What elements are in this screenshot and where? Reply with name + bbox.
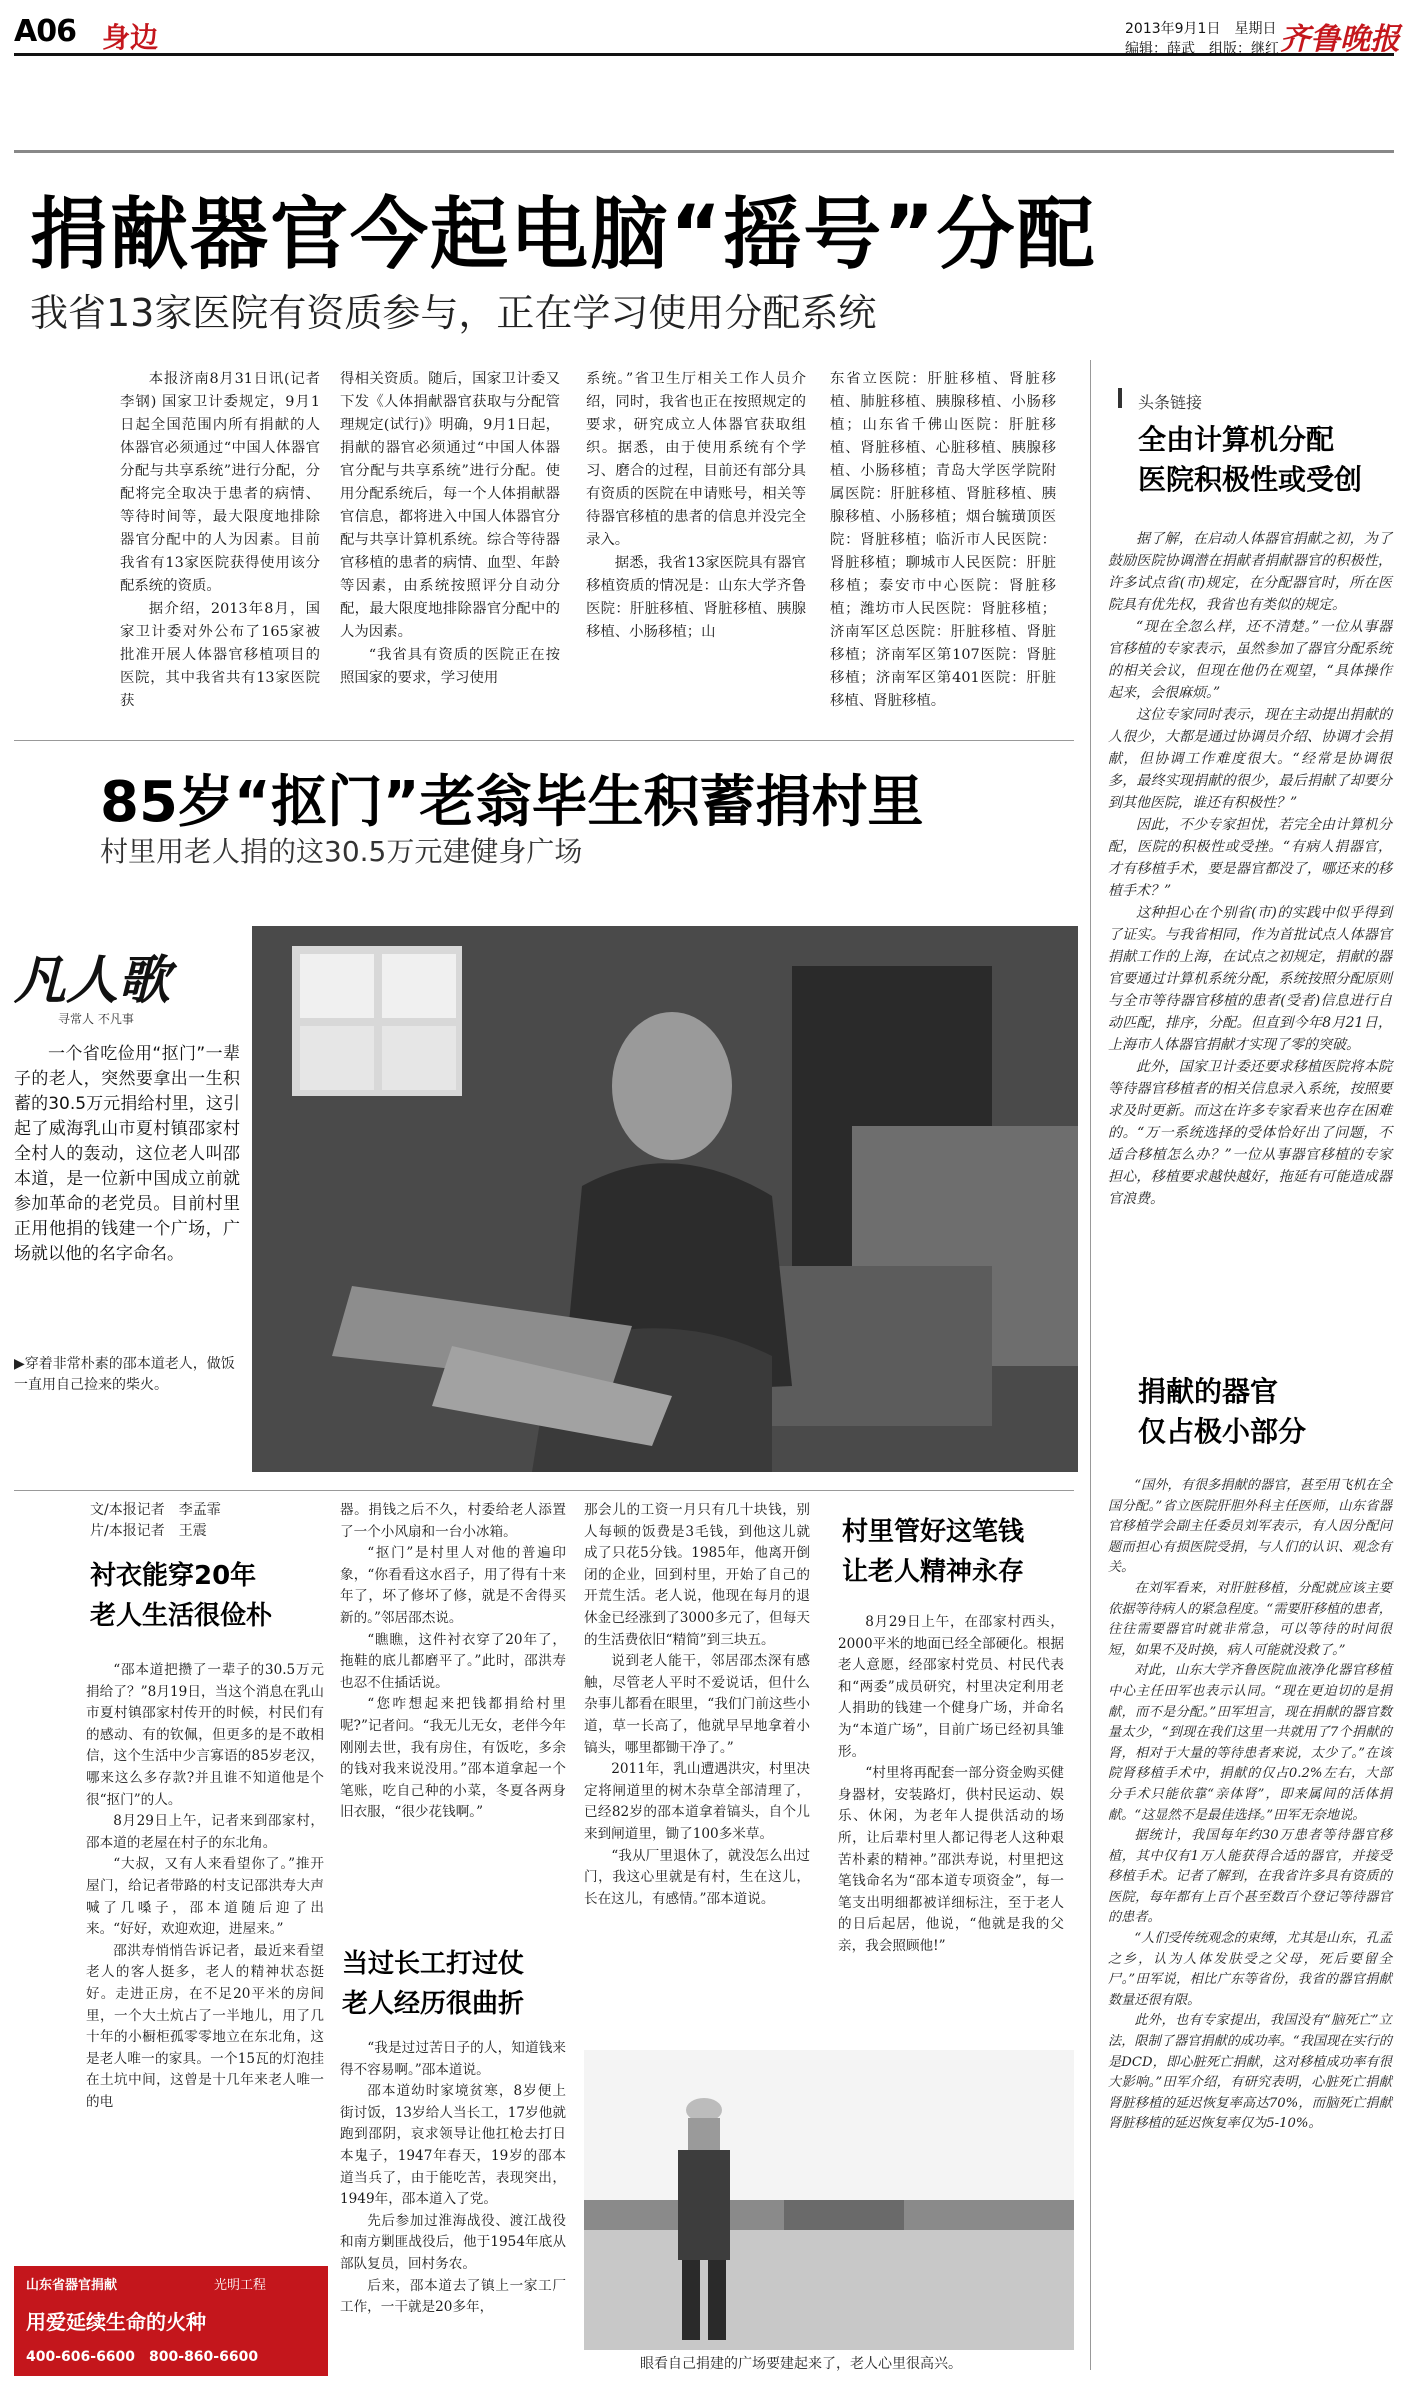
- photo-elder-plaza-art: [584, 2050, 1074, 2350]
- organ-donation-ad: [14, 2266, 328, 2376]
- article2-headline: 85岁“抠门”老翁毕生积蓄捐村里: [100, 770, 924, 835]
- paragraph: 系统。”省卫生厅相关工作人员介绍，同时，我省也正在按照规定的要求，研究成立人体器官获取组织。据悉，由于使用系统有个学习、磨合的过程，目前还有部分具有资质的医院在申请账号，相关等待器官移植的患者的信息并没完全录入。: [586, 371, 806, 548]
- subhead-1: [90, 1556, 320, 1636]
- subhead-line: 老人经历很曲折: [342, 1989, 525, 2019]
- column-logo: 凡人歌: [14, 950, 171, 1011]
- ad-line1: 山东省器官捐献: [26, 2278, 118, 2293]
- paragraph: “现在全忽么样，还不清楚。”一位从事器官移植的专家表示，虽然参加了器官分配系统的相关会议，但现在他仍在观望，“具体操作起来，会很麻烦。”: [1108, 619, 1392, 701]
- article1-col2: [340, 368, 560, 690]
- subhead-line: 让老人精神永存: [842, 1557, 1025, 1587]
- paragraph: 这种担心在个别省(市)的实践中似乎得到了证实。与我省相同，作为首批试点人体器官捐献工作的上海，在试点之初规定，捐献的器官要通过计算机系统分配，系统按照分配原则与全市等待器官移植的患者(受者)信息进行自动匹配，排序，分配。但直到今年8月21日，上海市人体器官捐献才实现了零的突破。: [1108, 905, 1392, 1053]
- sidebar-head2-line: 捐献的器官: [1138, 1375, 1279, 1408]
- subhead-2: [342, 1944, 568, 2024]
- subhead-line: 当过长工打过仗: [342, 1949, 525, 1979]
- paragraph: “我是过过苦日子的人，知道钱来得不容易啊。”邵本道说。: [340, 2040, 566, 2078]
- paragraph: 邵洪寿悄悄告诉记者，最近来看望老人的客人挺多，老人的精神状态挺好。走进正房，在不足20平米的房间里，一个大土炕占了一半地儿，用了几十年的小橱柜孤零零地立在东北角，这是老人唯一的家具。一个15瓦的灯泡挂在土坑中间，这曾是十几年来老人唯一的电: [86, 1942, 324, 2110]
- paragraph: “我从厂里退休了，就没怎么出过门，我这心里就是有村，生在这儿，长在这儿，有感情。”邵本道说。: [584, 1847, 810, 1907]
- paragraph: 据悉，我省13家医院具有器官移植资质的情况是：山东大学齐鲁医院：肝脏移植、肾脏移植、胰腺移植、小肠移植；山: [586, 555, 806, 640]
- paragraph: 邵本道幼时家境贫寒，8岁便上街讨饭，13岁给人当长工，17岁他就跑到邵阴，哀求领导让他扛枪去打日本鬼子，1947年春天，19岁的邵本道当兵了，由于能吃苦，表现突出，1949年，邵本道入了党。: [340, 2083, 566, 2208]
- photo1-caption-text: 穿着非常朴素的邵本道老人，做饭一直用自己捡来的柴火。: [14, 1356, 235, 1393]
- article2-col-d: [838, 1612, 1064, 1958]
- sidebar-rule: [1090, 360, 1091, 2370]
- article2-col-b: [340, 1500, 566, 1824]
- sidebar-body1: [1108, 528, 1392, 1210]
- article1-headline: 捐献器官今起电脑“摇号”分配: [30, 190, 1097, 280]
- paragraph: 8月29日上午，记者来到邵家村，邵本道的老屋在村子的东北角。: [86, 1813, 324, 1851]
- article2-subheadline: 村里用老人捐的这30.5万元建健身广场: [100, 835, 583, 868]
- paragraph: “瞧瞧，这件衬衣穿了20年了，拖鞋的底儿都磨平了。”此时，邵洪寿也忍不住插话说。: [340, 1631, 566, 1691]
- paragraph: 得相关资质。随后，国家卫计委又下发《人体捐献器官获取与分配管理规定(试行)》明确，9月1日起，捐献的器官必须通过“中国人体器官分配与共享系统”进行分配。使用分配系统后，每一个人体捐献器官信息，都将进入中国人体器官分配与共享计算机系统。综合等待器官移植的患者的病情、血型、年龄等因素，由系统按照评分自动分配，最大限度地排除器官分配中的人为因素。: [340, 371, 560, 640]
- paragraph: 此外，国家卫计委还要求移植医院将本院等待器官移植者的相关信息录入系统，按照要求及时更新。而这在许多专家看来也存在困难的。“万一系统选择的受体恰好出了问题，不适合移植怎么办？”一位从事器官移植的专家担心，移植要求越快越好，拖延有可能造成器官浪费。: [1108, 1059, 1392, 1207]
- byline-writer: 文/本报记者 李孟霏: [90, 1502, 221, 1518]
- subhead-3: [842, 1512, 1068, 1592]
- column-logo-sub: 寻常人 不凡事: [58, 1012, 134, 1026]
- article1-col3: [586, 368, 806, 644]
- subhead-line: 村里管好这笔钱: [842, 1517, 1025, 1547]
- paragraph: 后来，邵本道去了镇上一家工厂工作，一干就是20多年，: [340, 2277, 566, 2316]
- paragraph: 因此，不少专家担忧，若完全由计算机分配，医院的积极性或受挫。“有病人捐器官，才有移植手术，要是器官都没了，哪还来的移植手术？”: [1108, 817, 1392, 899]
- article2-lead: [14, 1042, 240, 1267]
- paragraph: “村里将再配套一部分资金购买健身器材，安装路灯，供村民运动、娱乐、休闲，为老年人提供活动的场所，让后辈村里人都记得老人这种艰苦朴素的精神。”邵洪寿说，村里把这笔钱命名为“邵本道专项资金”，每一笔支出明细都被详细标注，至于老人的日后起居，他说，“他就是我的父亲，我会照顾他!”: [838, 1765, 1064, 1954]
- paragraph: 本报济南8月31日讯(记者 李钢) 国家卫计委规定，9月1日起全国范围内所有捐献的人体器官必须通过“中国人体器官分配与共享系统”进行分配，分配将完全取决于患者的病情、等待时间等，最大限度地排除器官分配中的人为因素。目前我省有13家医院获得使用该分配系统的资质。: [120, 371, 320, 594]
- paragraph: “我省具有资质的医院正在按照国家的要求，学习使用: [340, 647, 560, 686]
- subhead-line: 衬衣能穿20年: [90, 1561, 257, 1591]
- paragraph: “邵本道把攒了一辈子的30.5万元捐给了？”8月19日，当这个消息在乳山市夏村镇邵家村传开的时候，村民们有的感动、有的钦佩，但更多的是不敢相信，这个生活中少言寡语的85岁老汉，哪来这么多存款?并且谁不知道他是个很“抠门”的人。: [86, 1662, 324, 1808]
- paragraph: 据介绍，2013年8月，国家卫计委对外公布了165家被批准开展人体器官移植项目的医院，其中我省共有13家医院获: [120, 601, 320, 709]
- editors: 编辑：薛武 组版：继红: [1125, 41, 1279, 57]
- paragraph: 在刘军看来，对肝脏移植，分配就应该主要依据等待病人的紧急程度。“需要肝移植的患者，往往需要器官时就非常急，可以等待的时间很短，如果不及时换，病人可能就没救了。”: [1108, 1580, 1392, 1658]
- ad-line2: 光明工程: [214, 2278, 267, 2293]
- sidebar-body2: [1108, 1476, 1392, 2135]
- paragraph: “您咋想起来把钱都捐给村里呢?”记者问。“我无儿无女，老伴今年刚刚去世，我有房住，有饭吃，多余的钱对我来说没用。”邵本道拿起一个笔账，吃自己种的小菜，冬夏各两身旧衣服，“很少花钱啊。”: [340, 1696, 566, 1821]
- page-number: A06: [14, 14, 76, 49]
- paragraph: 器。捐钱之后不久，村委给老人添置了一个小风扇和一台小冰箱。: [340, 1502, 566, 1540]
- issue-date: 2013年9月1日 星期日: [1125, 21, 1277, 37]
- divider: [14, 1490, 1074, 1491]
- sidebar-head2-line: 仅占极小部分: [1138, 1415, 1307, 1448]
- caption-arrow-icon: ▶: [14, 1356, 25, 1372]
- photo-elder-cooking-art: [252, 926, 1078, 1472]
- divider: [14, 740, 1074, 741]
- paragraph: 此外，也有专家提出，我国没有“脑死亡”立法，限制了器官捐献的成功率。“我国现在实行的是DCD，即心脏死亡捐献，这对移植成功率有很大影响。”田军介绍，有研究表明，心脏死亡捐献肾脏移植的延迟恢复率高达70%，而脑死亡捐献肾脏移植的延迟恢复率仅为5-10%。: [1108, 2013, 1392, 2132]
- tag-marker: [1118, 388, 1132, 408]
- lead-paragraph: 一个省吃俭用“抠门”一辈子的老人，突然要拿出一生积蓄的30.5万元捐给村里，这引起了威海乳山市夏村镇邵家村全村人的轰动，这位老人叫邵本道，是一位新中国成立前就参加革命的老党员。目前村里正用他捐的钱建一个广场，广场就以他的名字命名。: [14, 1044, 240, 1264]
- photo1-caption: [14, 1354, 240, 1396]
- article2-col-a: [86, 1660, 324, 2113]
- paragraph: 2011年，乳山遭遇洪灾，村里决定将闸道里的树木杂草全部清理了，已经82岁的邵本道拿着镐头，自个儿来到闸道里，锄了100多米草。: [584, 1761, 810, 1842]
- photo2-caption: 眼看自己捐建的广场要建起来了，老人心里很高兴。: [640, 2356, 962, 2372]
- sidebar-tag: 头条链接: [1138, 393, 1203, 412]
- article1-col4: [830, 368, 1056, 713]
- ad-phones: 400-606-6600 800-860-6600: [26, 2349, 259, 2365]
- sidebar-head1-line: 医院积极性或受创: [1138, 463, 1363, 496]
- paragraph: 这位专家同时表示，现在主动提出捐献的人很少，大都是通过协调员介绍、协调才会捐献，但协调工作难度很大。“经常是协调很多，最终实现捐献的很少，最后捐献了却要分到其他医院，谁还有积极性？”: [1108, 707, 1392, 811]
- paragraph: 8月29日上午，在邵家村西头，2000平米的地面已经全部硬化。根据老人意愿，经邵家村党员、村民代表和“两委”成员研究，村里决定利用老人捐助的钱建一个健身广场，并命名为“本道广场”，目前广场已经初具雏形。: [838, 1614, 1064, 1760]
- sidebar-head1: [1138, 420, 1398, 500]
- article1-subheadline: 我省13家医院有资质参与，正在学习使用分配系统: [30, 291, 877, 335]
- paragraph: 东省立医院：肝脏移植、肾脏移植、肺脏移植、胰腺移植、小肠移植；山东省千佛山医院：肝脏移植、肾脏移植、心脏移植、胰腺移植、小肠移植；青岛大学医学院附属医院：肝脏移植、肾脏移植、胰腺移植、小肠移植；烟台毓璜顶医院：肾脏移植；临沂市人民医院：肾脏移植；聊城市人民医院：肝脏移植；泰安市中心医院：肾脏移植；潍坊市人民医院：肾脏移植；济南军区总医院：肝脏移植、肾脏移植；济南军区第107医院：肾脏移植；济南军区第401医院：肝脏移植、肾脏移植。: [830, 371, 1056, 709]
- divider: [14, 150, 1394, 153]
- section-name: 身边: [102, 21, 159, 54]
- ad-slogan: 用爱延续生命的火种: [26, 2310, 206, 2334]
- paragraph: “人们受传统观念的束缚，尤其是山东，孔孟之乡，认为人体发肤受之父母，死后要留全尸。”田军说，相比广东等省份，我省的器官捐献数量还很有限。: [1108, 1931, 1392, 2008]
- byline-photographer: 片/本报记者 王震: [90, 1523, 207, 1539]
- paragraph: 说到老人能干，邻居邵杰深有感触，尽管老人平时不爱说话，但什么杂事儿都看在眼里，“我们门前这些小道，草一长高了，他就早早地拿着小镐头，哪里都锄干净了。”: [584, 1653, 810, 1756]
- newspaper-logo: 齐鲁晚报: [1280, 22, 1400, 57]
- paragraph: “大叔，又有人来看望你了。”推开屋门，给记者带路的村支记邵洪寿大声喊了几嗓子，邵本道随后迎了出来。“好好，欢迎欢迎，进屋来。”: [86, 1856, 324, 1938]
- paragraph: 据了解，在启动人体器官捐献之初，为了鼓励医院协调潜在捐献者捐献器官的积极性，许多试点省(市)规定，在分配器官时，所在医院具有优先权，我省也有类似的规定。: [1108, 531, 1392, 613]
- photo-elder-plaza: [584, 2050, 1074, 2350]
- paragraph: 先后参加过淮海战役、渡江战役和南方剿匪战役后，他于1954年底从部队复员，回村务农。: [340, 2212, 566, 2272]
- paragraph: 据统计，我国每年约30万患者等待器官移植，其中仅有1万人能获得合适的器官，并接受移植手术。记者了解到，在我省许多具有资质的医院，每年都有上百个甚至数百个登记等待器官的患者。: [1108, 1828, 1392, 1926]
- sidebar-head2: [1138, 1372, 1398, 1452]
- subhead-line: 老人生活很俭朴: [90, 1601, 273, 1631]
- photo-elder-cooking: [252, 926, 1078, 1472]
- article2-col-c: [584, 1500, 810, 1910]
- article1-col1: [120, 368, 320, 713]
- article2-col-b2: [340, 2038, 566, 2319]
- paragraph: 对此，山东大学齐鲁医院血液净化器官移植中心主任田军也表示认同。“现在更迫切的是捐献，而不是分配。”田军坦言，现在捐献的器官数量太少，“到现在我们这里一共就用了7个捐献的肾，相对于大量的等待患者来说，太少了。”在该院肾移植手术中，捐献的仅占0.2%左右，大部分手术只能依靠“亲体肾”，即来属间的活体捐献。“这显然不是最佳选择。”田军无奈地说。: [1108, 1663, 1392, 1823]
- paragraph: 那会儿的工资一月只有几十块钱，别人每顿的饭费是3毛钱，到他这儿就成了只花5分钱。1985年，他离开倒闭的企业，回到村里，开始了自己的开荒生活。老人说，他现在每月的退休金已经涨到了3000多元了，但每天的生活费依旧“精简”到三块五。: [584, 1502, 810, 1648]
- sidebar-head1-line: 全由计算机分配: [1138, 423, 1335, 456]
- paragraph: “抠门”是村里人对他的普遍印象，“你看看这水舀子，用了得有十来年了，坏了修坏了修，就是不舍得买新的。”邻居邵杰说。: [340, 1545, 566, 1626]
- paragraph: “国外，有很多捐献的器官，甚至用飞机在全国分配。”省立医院肝胆外科主任医师，山东省器官移植学会副主任委员刘军表示，有人因分配问题而担心有损医院受捐，与人们的认识、观念有关。: [1108, 1478, 1392, 1576]
